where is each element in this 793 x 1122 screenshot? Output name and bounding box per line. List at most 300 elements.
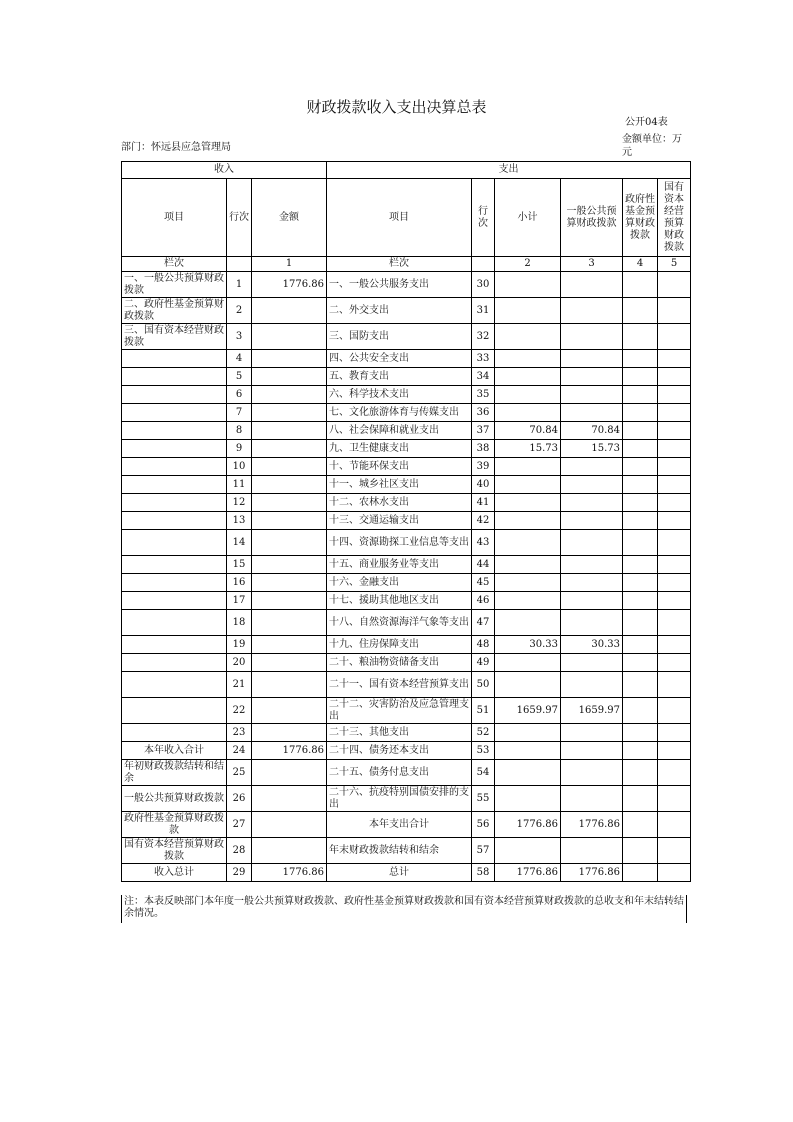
expense-line-cell: 51 xyxy=(472,698,495,724)
income-line-cell: 24 xyxy=(227,742,252,760)
income-amount-cell xyxy=(252,610,327,636)
state-capital-cell xyxy=(658,698,691,724)
gov-fund-cell xyxy=(623,368,658,386)
general-budget-cell xyxy=(561,556,623,574)
general-budget-cell: 70.84 xyxy=(561,422,623,440)
expense-item-cell: 五、教育支出 xyxy=(327,368,472,386)
gov-fund-cell xyxy=(623,324,658,350)
income-amount-cell xyxy=(252,458,327,476)
expense-item-cell: 十四、资源勘探工业信息等支出 xyxy=(327,530,472,556)
expense-item-cell: 十九、住房保障支出 xyxy=(327,636,472,654)
income-item-cell: 一、一般公共预算财政拨款 xyxy=(122,272,227,298)
expense-line-cell: 47 xyxy=(472,610,495,636)
expense-line-cell: 39 xyxy=(472,458,495,476)
expense-item-cell: 七、文化旅游体育与传媒支出 xyxy=(327,404,472,422)
expense-item-cell: 总计 xyxy=(327,864,472,882)
state-capital-cell xyxy=(658,786,691,812)
state-capital-cell xyxy=(658,672,691,698)
expense-line-cell: 37 xyxy=(472,422,495,440)
expense-line-cell: 30 xyxy=(472,272,495,298)
subtotal-cell: 1776.86 xyxy=(495,812,561,838)
general-budget-cell xyxy=(561,530,623,556)
income-item-cell xyxy=(122,698,227,724)
state-capital-cell xyxy=(658,324,691,350)
table-row xyxy=(122,476,691,494)
gov-fund-cell xyxy=(623,742,658,760)
expense-line-cell: 56 xyxy=(472,812,495,838)
gov-fund-cell xyxy=(623,574,658,592)
income-item-cell xyxy=(122,654,227,672)
expense-line-cell: 50 xyxy=(472,672,495,698)
income-line-cell: 18 xyxy=(227,610,252,636)
gov-fund-cell xyxy=(623,812,658,838)
gov-fund-cell xyxy=(623,494,658,512)
department-label: 部门：怀远县应急管理局 xyxy=(121,142,231,153)
income-line-cell: 17 xyxy=(227,592,252,610)
income-amount-cell xyxy=(252,574,327,592)
income-item-cell: 政府性基金预算财政拨款 xyxy=(122,812,227,838)
table-row xyxy=(122,324,691,350)
income-item-cell xyxy=(122,494,227,512)
table-row xyxy=(122,760,691,786)
income-amount-cell xyxy=(252,530,327,556)
income-item-cell xyxy=(122,530,227,556)
income-line-cell: 2 xyxy=(227,298,252,324)
income-item-cell xyxy=(122,350,227,368)
income-amount-cell xyxy=(252,698,327,724)
subtotal-cell xyxy=(495,724,561,742)
income-amount-cell xyxy=(252,386,327,404)
subtotal-cell xyxy=(495,404,561,422)
table-row xyxy=(122,458,691,476)
table-row xyxy=(122,698,691,724)
income-item-cell: 年初财政拨款结转和结余 xyxy=(122,760,227,786)
income-item-cell xyxy=(122,422,227,440)
gov-fund-cell xyxy=(623,838,658,864)
general-budget-cell xyxy=(561,610,623,636)
table-row xyxy=(122,672,691,698)
expense-item-cell: 十三、交通运输支出 xyxy=(327,512,472,530)
subtotal-cell xyxy=(495,386,561,404)
expense-line-cell: 57 xyxy=(472,838,495,864)
income-amount-cell xyxy=(252,494,327,512)
subtotal-cell xyxy=(495,530,561,556)
expense-line-cell: 55 xyxy=(472,786,495,812)
income-line-cell: 11 xyxy=(227,476,252,494)
gov-fund-cell xyxy=(623,272,658,298)
income-line-cell: 14 xyxy=(227,530,252,556)
expense-item-header: 项目 xyxy=(327,179,472,257)
income-amount-cell xyxy=(252,512,327,530)
expense-item-cell: 二十五、债务付息支出 xyxy=(327,760,472,786)
income-item-cell xyxy=(122,404,227,422)
gov-fund-cell xyxy=(623,592,658,610)
expense-item-cell: 十一、城乡社区支出 xyxy=(327,476,472,494)
expense-item-cell: 六、科学技术支出 xyxy=(327,386,472,404)
income-amount-cell xyxy=(252,422,327,440)
table-row xyxy=(122,386,691,404)
income-header: 收入 xyxy=(122,162,327,179)
table-row xyxy=(122,530,691,556)
income-amount-cell: 1776.86 xyxy=(252,864,327,882)
subtotal-cell xyxy=(495,574,561,592)
income-line-cell: 15 xyxy=(227,556,252,574)
income-item-cell xyxy=(122,672,227,698)
state-capital-cell xyxy=(658,592,691,610)
state-capital-cell xyxy=(658,760,691,786)
income-line-header: 行次 xyxy=(227,179,252,257)
income-amount-cell xyxy=(252,724,327,742)
table-row xyxy=(122,574,691,592)
table-row xyxy=(122,556,691,574)
expense-item-cell: 九、卫生健康支出 xyxy=(327,440,472,458)
income-item-cell xyxy=(122,556,227,574)
expense-item-cell: 本年支出合计 xyxy=(327,812,472,838)
income-line-cell: 4 xyxy=(227,350,252,368)
subtotal-cell xyxy=(495,556,561,574)
income-amount-cell: 1776.86 xyxy=(252,742,327,760)
col-number: 1 xyxy=(252,257,327,272)
gov-fund-cell xyxy=(623,698,658,724)
state-capital-cell xyxy=(658,368,691,386)
income-amount-cell xyxy=(252,786,327,812)
expense-line-cell: 43 xyxy=(472,530,495,556)
col-number: 5 xyxy=(658,257,691,272)
expense-line-cell: 46 xyxy=(472,592,495,610)
income-line-cell: 1 xyxy=(227,272,252,298)
form-code: 公开04表 xyxy=(625,117,668,128)
general-budget-cell xyxy=(561,838,623,864)
subtotal-cell xyxy=(495,368,561,386)
expense-item-cell: 十、节能环保支出 xyxy=(327,458,472,476)
expense-line-cell: 54 xyxy=(472,760,495,786)
expense-line-cell: 49 xyxy=(472,654,495,672)
income-item-cell xyxy=(122,592,227,610)
income-line-cell: 10 xyxy=(227,458,252,476)
general-budget-cell xyxy=(561,350,623,368)
gov-fund-cell xyxy=(623,724,658,742)
gov-fund-cell xyxy=(623,654,658,672)
income-line-cell: 28 xyxy=(227,838,252,864)
subtotal-cell xyxy=(495,458,561,476)
expense-item-cell: 二十六、抗疫特别国债安排的支出 xyxy=(327,786,472,812)
state-capital-cell xyxy=(658,512,691,530)
table-row xyxy=(122,592,691,610)
expense-item-cell: 二十四、债务还本支出 xyxy=(327,742,472,760)
income-item-cell xyxy=(122,440,227,458)
subtotal-cell xyxy=(495,476,561,494)
state-capital-cell xyxy=(658,440,691,458)
expense-line-cell: 52 xyxy=(472,724,495,742)
general-budget-cell xyxy=(561,404,623,422)
unit-label: 金额单位：万元 xyxy=(622,134,682,158)
income-amount-cell xyxy=(252,672,327,698)
gov-fund-cell xyxy=(623,440,658,458)
general-budget-cell xyxy=(561,724,623,742)
gov-fund-cell xyxy=(623,786,658,812)
subtotal-cell xyxy=(495,654,561,672)
state-capital-cell xyxy=(658,556,691,574)
state-capital-cell xyxy=(658,298,691,324)
general-budget-cell xyxy=(561,742,623,760)
income-amount-cell xyxy=(252,654,327,672)
income-item-cell: 二、政府性基金预算财政拨款 xyxy=(122,298,227,324)
general-budget-cell xyxy=(561,786,623,812)
income-amount-cell xyxy=(252,592,327,610)
table-row xyxy=(122,440,691,458)
general-budget-cell xyxy=(561,272,623,298)
table-row xyxy=(122,724,691,742)
table-row xyxy=(122,298,691,324)
expense-item-cell: 十五、商业服务业等支出 xyxy=(327,556,472,574)
state-capital-cell xyxy=(658,654,691,672)
gov-fund-cell xyxy=(623,458,658,476)
general-budget-cell: 30.33 xyxy=(561,636,623,654)
general-budget-cell xyxy=(561,386,623,404)
expense-line-cell: 53 xyxy=(472,742,495,760)
income-line-cell: 27 xyxy=(227,812,252,838)
table-row xyxy=(122,610,691,636)
subtotal-cell xyxy=(495,298,561,324)
table-row xyxy=(122,272,691,298)
subtotal-cell xyxy=(495,838,561,864)
subtotal-cell xyxy=(495,786,561,812)
income-line-cell: 6 xyxy=(227,386,252,404)
income-line-cell: 29 xyxy=(227,864,252,882)
subtotal-cell xyxy=(495,742,561,760)
table-row xyxy=(122,812,691,838)
expense-line-cell: 31 xyxy=(472,298,495,324)
expense-line-cell: 33 xyxy=(472,350,495,368)
expense-item-cell: 十八、自然资源海洋气象等支出 xyxy=(327,610,472,636)
gov-fund-cell xyxy=(623,530,658,556)
expense-line-cell: 58 xyxy=(472,864,495,882)
state-capital-cell xyxy=(658,574,691,592)
page-title: 财政拨款收入支出决算总表 xyxy=(306,98,487,116)
income-item-cell: 三、国有资本经营财政拨款 xyxy=(122,324,227,350)
state-capital-cell xyxy=(658,812,691,838)
income-amount-cell xyxy=(252,476,327,494)
table-row xyxy=(122,838,691,864)
subtotal-header: 小计 xyxy=(495,179,561,257)
state-capital-cell xyxy=(658,404,691,422)
general-budget-cell xyxy=(561,512,623,530)
income-item-cell: 收入总计 xyxy=(122,864,227,882)
general-budget-cell xyxy=(561,672,623,698)
table-note: 注：本表反映部门本年度一般公共预算财政拨款、政府性基金预算财政拨款和国有资本经营预算财政拨款的总收支和年末结转结余情况。 xyxy=(121,895,687,923)
expense-line-cell: 41 xyxy=(472,494,495,512)
general-budget-cell xyxy=(561,324,623,350)
income-line-cell: 26 xyxy=(227,786,252,812)
col-number: 2 xyxy=(495,257,561,272)
income-amount-cell xyxy=(252,556,327,574)
state-capital-cell xyxy=(658,724,691,742)
gov-fund-cell xyxy=(623,636,658,654)
income-item-cell: 国有资本经营预算财政拨款 xyxy=(122,838,227,864)
expense-item-cell: 二十一、国有资本经营预算支出 xyxy=(327,672,472,698)
table-row xyxy=(122,864,691,882)
general-budget-cell: 15.73 xyxy=(561,440,623,458)
general-budget-cell xyxy=(561,494,623,512)
income-item-cell xyxy=(122,512,227,530)
subtotal-cell xyxy=(495,350,561,368)
expense-line-cell: 36 xyxy=(472,404,495,422)
income-amount-cell: 1776.86 xyxy=(252,272,327,298)
income-amount-cell xyxy=(252,760,327,786)
expense-item-cell: 十二、农林水支出 xyxy=(327,494,472,512)
general-budget-cell xyxy=(561,458,623,476)
expense-line-cell: 44 xyxy=(472,556,495,574)
income-item-cell xyxy=(122,386,227,404)
expense-line-cell: 34 xyxy=(472,368,495,386)
income-amount-cell xyxy=(252,324,327,350)
income-amount-cell xyxy=(252,440,327,458)
expense-item-cell: 十七、援助其他地区支出 xyxy=(327,592,472,610)
expense-item-cell: 一、一般公共服务支出 xyxy=(327,272,472,298)
table-row xyxy=(122,786,691,812)
expense-item-cell: 二十二、灾害防治及应急管理支出 xyxy=(327,698,472,724)
state-capital-cell xyxy=(658,422,691,440)
col-number: 3 xyxy=(561,257,623,272)
subtotal-cell xyxy=(495,610,561,636)
table-row xyxy=(122,654,691,672)
income-amount-cell xyxy=(252,368,327,386)
income-item-cell xyxy=(122,476,227,494)
income-line-cell: 9 xyxy=(227,440,252,458)
income-amount-cell xyxy=(252,838,327,864)
state-capital-cell xyxy=(658,476,691,494)
table-row xyxy=(122,742,691,760)
general-budget-cell: 1776.86 xyxy=(561,864,623,882)
income-amount-cell xyxy=(252,636,327,654)
income-line-cell: 25 xyxy=(227,760,252,786)
subtotal-cell: 1776.86 xyxy=(495,864,561,882)
gov-fund-cell xyxy=(623,350,658,368)
expense-header: 支出 xyxy=(327,162,691,179)
income-amount-header: 金额 xyxy=(252,179,327,257)
income-line-cell: 21 xyxy=(227,672,252,698)
income-item-header: 项目 xyxy=(122,179,227,257)
income-line-cell: 7 xyxy=(227,404,252,422)
subtotal-cell xyxy=(495,592,561,610)
gov-fund-cell xyxy=(623,476,658,494)
expense-line-cell: 32 xyxy=(472,324,495,350)
table-row xyxy=(122,636,691,654)
state-capital-cell xyxy=(658,458,691,476)
state-capital-header: 国有资本经营预算财政拨款 xyxy=(658,179,691,257)
expense-item-cell: 三、国防支出 xyxy=(327,324,472,350)
general-budget-cell xyxy=(561,760,623,786)
income-line-cell: 16 xyxy=(227,574,252,592)
subtotal-cell: 70.84 xyxy=(495,422,561,440)
income-item-cell xyxy=(122,724,227,742)
subtotal-cell: 1659.97 xyxy=(495,698,561,724)
gov-fund-cell xyxy=(623,556,658,574)
income-amount-cell xyxy=(252,812,327,838)
table-row xyxy=(122,512,691,530)
general-budget-cell xyxy=(561,654,623,672)
general-budget-cell xyxy=(561,368,623,386)
state-capital-cell xyxy=(658,386,691,404)
income-line-cell: 12 xyxy=(227,494,252,512)
general-budget-header: 一般公共预算财政拨款 xyxy=(561,179,623,257)
general-budget-cell xyxy=(561,298,623,324)
gov-fund-cell xyxy=(623,864,658,882)
state-capital-cell xyxy=(658,864,691,882)
income-item-cell xyxy=(122,636,227,654)
subtotal-cell xyxy=(495,512,561,530)
empty-cell xyxy=(472,257,495,272)
table-row xyxy=(122,494,691,512)
income-amount-cell xyxy=(252,298,327,324)
income-line-cell: 23 xyxy=(227,724,252,742)
col-label: 栏次 xyxy=(122,257,227,272)
state-capital-cell xyxy=(658,742,691,760)
gov-fund-cell xyxy=(623,672,658,698)
gov-fund-cell xyxy=(623,298,658,324)
subtotal-cell: 15.73 xyxy=(495,440,561,458)
general-budget-cell xyxy=(561,574,623,592)
general-budget-cell xyxy=(561,592,623,610)
expense-item-cell: 二十、粮油物资储备支出 xyxy=(327,654,472,672)
gov-fund-cell xyxy=(623,422,658,440)
state-capital-cell xyxy=(658,350,691,368)
income-line-cell: 22 xyxy=(227,698,252,724)
state-capital-cell xyxy=(658,494,691,512)
income-amount-cell xyxy=(252,404,327,422)
col-number: 4 xyxy=(623,257,658,272)
state-capital-cell xyxy=(658,272,691,298)
expense-line-cell: 45 xyxy=(472,574,495,592)
gov-fund-header: 政府性基金预算财政拨款 xyxy=(623,179,658,257)
expense-line-cell: 42 xyxy=(472,512,495,530)
expense-item-cell: 二、外交支出 xyxy=(327,298,472,324)
gov-fund-cell xyxy=(623,760,658,786)
subtotal-cell xyxy=(495,760,561,786)
state-capital-cell xyxy=(658,838,691,864)
subtotal-cell xyxy=(495,324,561,350)
expense-item-cell: 二十三、其他支出 xyxy=(327,724,472,742)
general-budget-cell xyxy=(561,476,623,494)
gov-fund-cell xyxy=(623,512,658,530)
income-line-cell: 19 xyxy=(227,636,252,654)
income-line-cell: 3 xyxy=(227,324,252,350)
income-line-cell: 8 xyxy=(227,422,252,440)
table-row xyxy=(122,422,691,440)
income-item-cell xyxy=(122,574,227,592)
expense-line-cell: 40 xyxy=(472,476,495,494)
income-line-cell: 5 xyxy=(227,368,252,386)
gov-fund-cell xyxy=(623,404,658,422)
table-row xyxy=(122,404,691,422)
gov-fund-cell xyxy=(623,610,658,636)
expense-line-header: 行次 xyxy=(472,179,495,257)
income-item-cell: 一般公共预算财政拨款 xyxy=(122,786,227,812)
expense-item-cell: 八、社会保障和就业支出 xyxy=(327,422,472,440)
income-line-cell: 20 xyxy=(227,654,252,672)
budget-table xyxy=(121,161,691,882)
expense-line-cell: 38 xyxy=(472,440,495,458)
table-row xyxy=(122,368,691,386)
general-budget-cell: 1776.86 xyxy=(561,812,623,838)
income-item-cell xyxy=(122,610,227,636)
subtotal-cell xyxy=(495,494,561,512)
income-amount-cell xyxy=(252,350,327,368)
subtotal-cell xyxy=(495,272,561,298)
expense-item-cell: 十六、金融支出 xyxy=(327,574,472,592)
subtotal-cell xyxy=(495,672,561,698)
income-line-cell: 13 xyxy=(227,512,252,530)
